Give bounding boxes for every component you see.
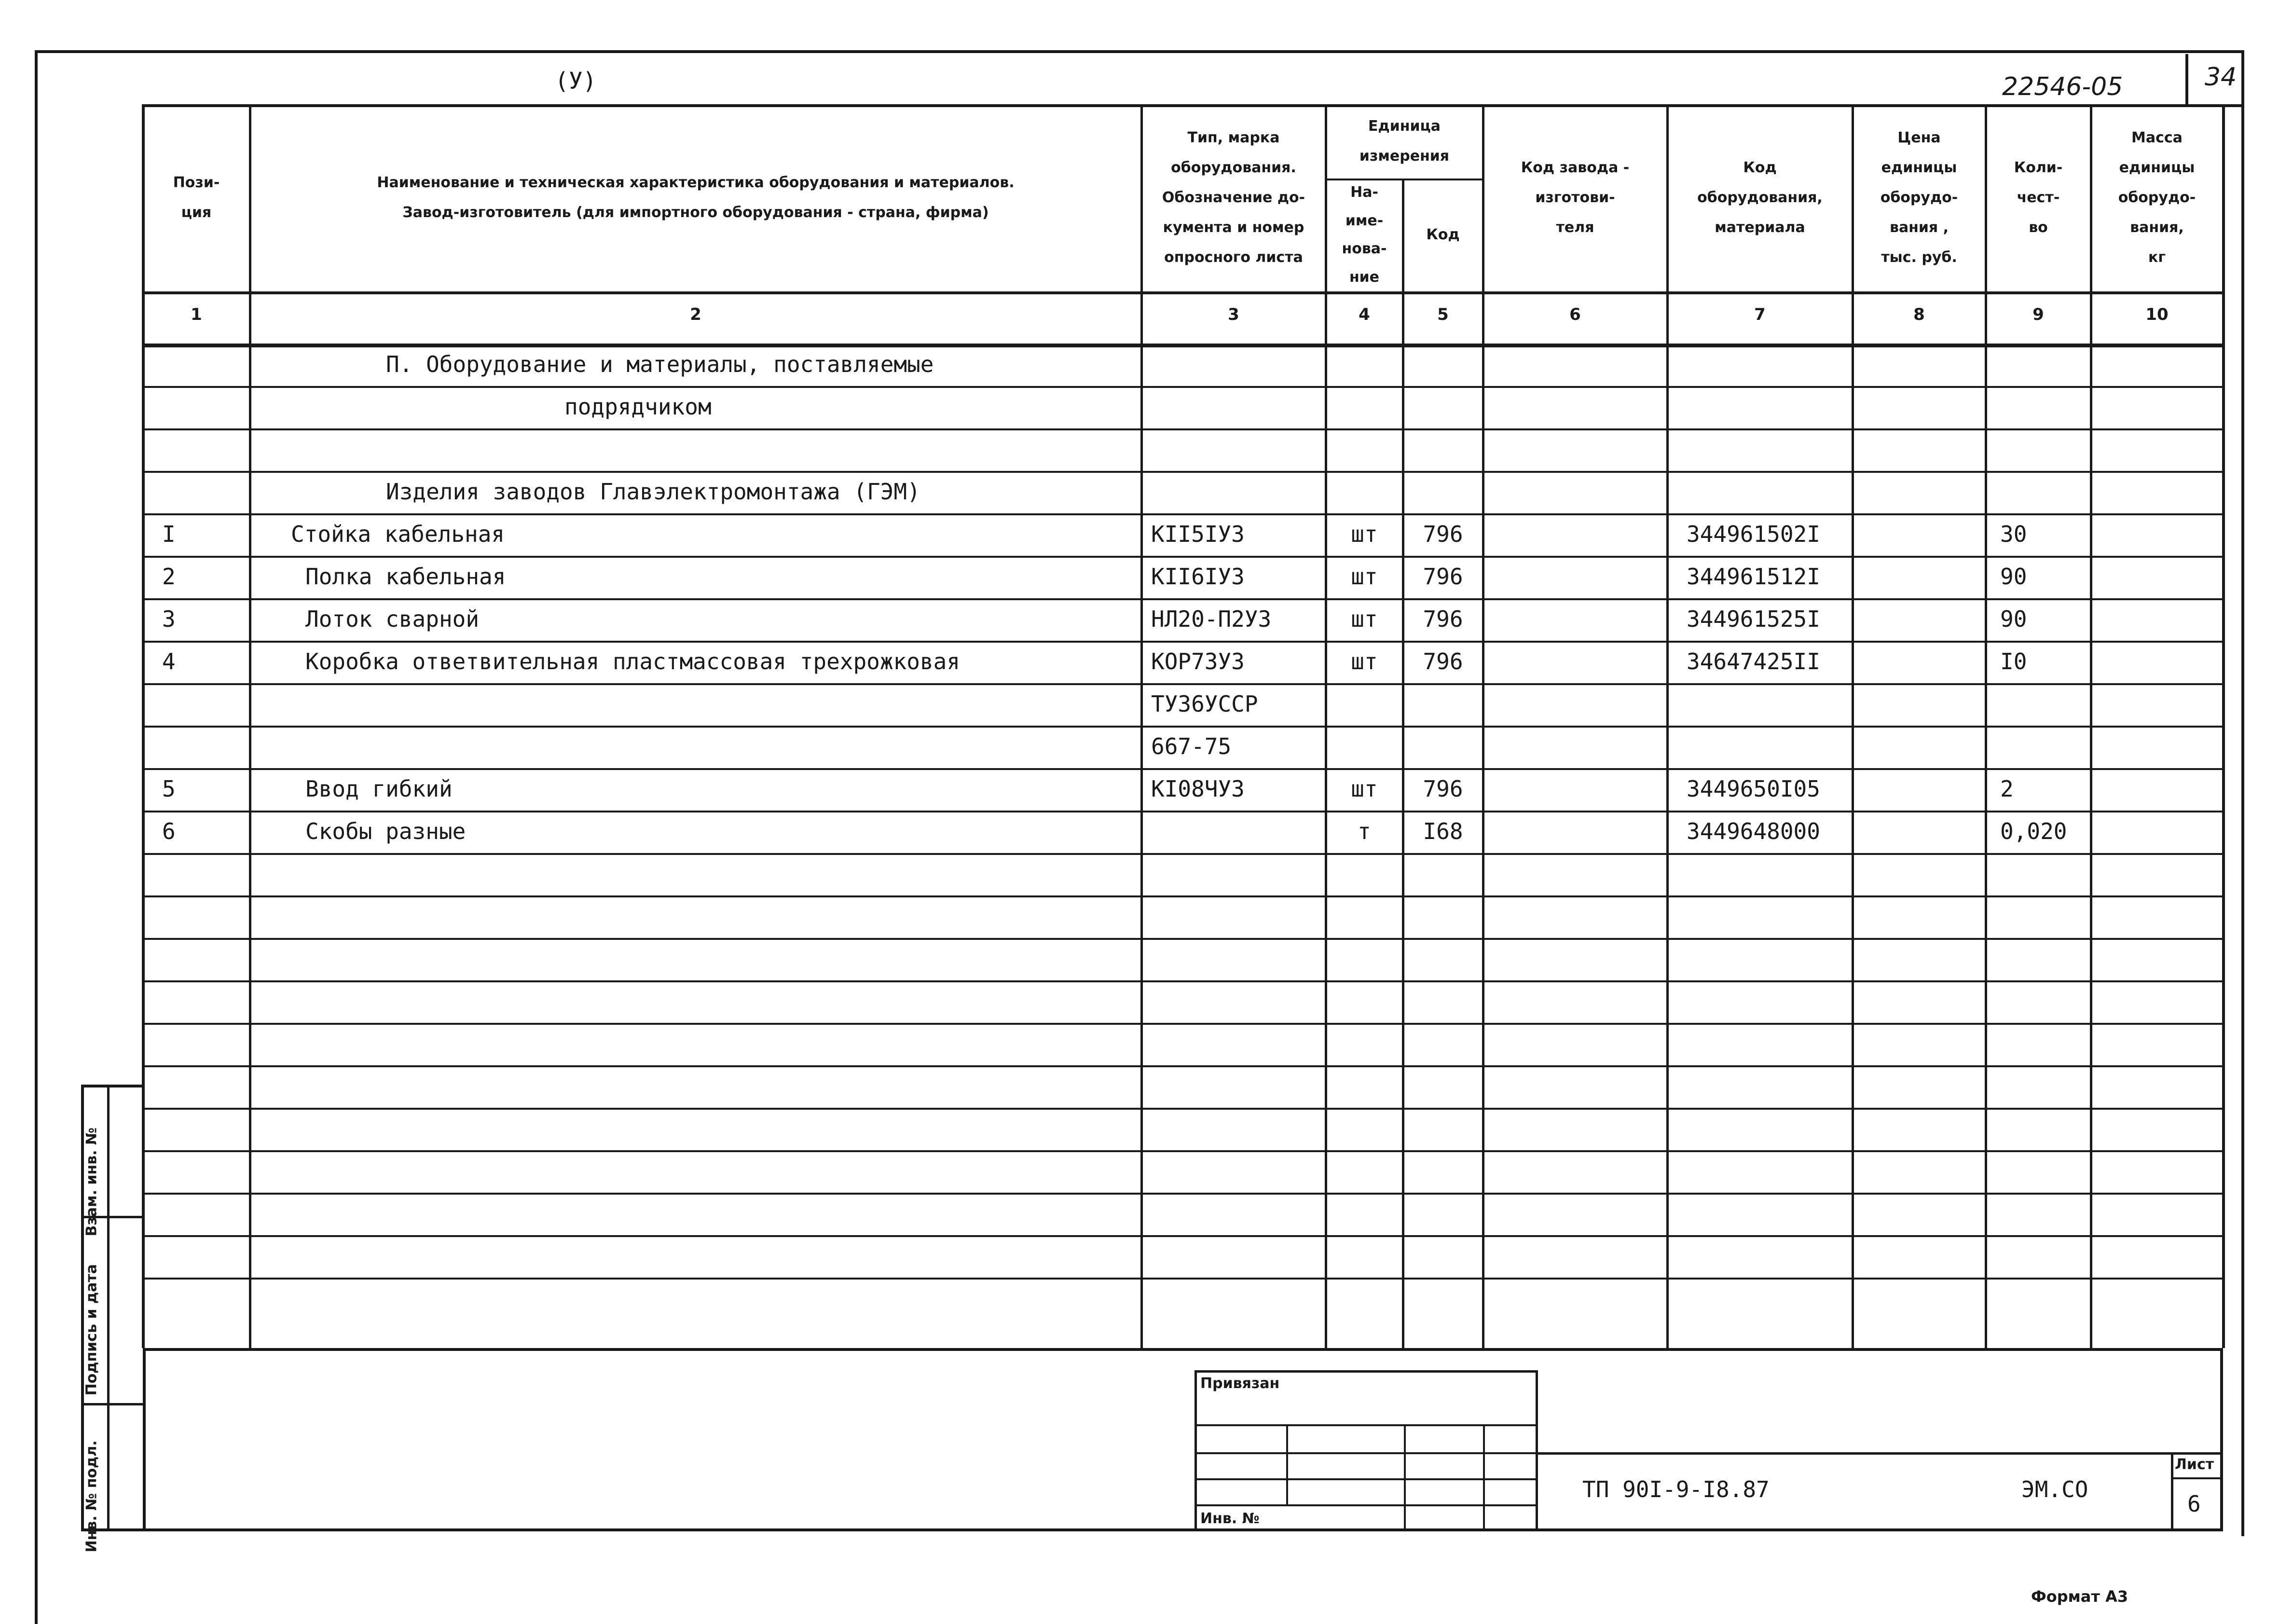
column-border-4: [1402, 179, 1404, 1348]
table-cell-name: подрядчиком: [564, 394, 712, 420]
sheet-number: 6: [2187, 1491, 2201, 1517]
column-number: 9: [2032, 305, 2044, 324]
row-border: [143, 598, 2223, 600]
header-type: Тип, марка оборудования. Обозначение до- кумента и номер опросного листа: [1162, 129, 1305, 266]
table-top-border: [143, 104, 2223, 107]
column-number: 5: [1437, 305, 1449, 324]
table-cell-unit: т: [1358, 818, 1371, 844]
side-strip-divider-v: [107, 1085, 110, 1531]
column-number: 3: [1228, 305, 1239, 324]
row-border: [143, 513, 2223, 515]
table-cell-name: Скобы разные: [305, 818, 466, 844]
row-border: [143, 938, 2223, 940]
table-cell-qty: 90: [2000, 564, 2027, 590]
table-cell-qty: I0: [2000, 648, 2027, 674]
row-border: [143, 1150, 2223, 1152]
header-name: Наименование и техническая характеристика оборудования и материалов. Завод-изготовитель (для импортного оборудования - страна, фирма): [377, 174, 1015, 221]
row-border: [143, 428, 2223, 430]
table-cell-type: НЛ20-П2У3: [1151, 606, 1272, 632]
privyazan-vline-2: [1404, 1424, 1406, 1531]
sheet-box-mid: [2171, 1477, 2223, 1479]
row-border: [143, 1023, 2223, 1025]
privyazan-line-2: [1194, 1452, 1538, 1454]
header-position: Пози- ция: [173, 174, 220, 221]
column-number: 6: [1569, 305, 1581, 324]
header-unit-name: На- име- нова- ние: [1342, 184, 1387, 286]
table-cell-code: 796: [1423, 776, 1463, 802]
table-cell-qty: 90: [2000, 606, 2027, 632]
table-cell-material: 344961502I: [1687, 521, 1820, 547]
table-cell-name: Стойка кабельная: [291, 521, 505, 547]
table-cell-unit: шт: [1351, 776, 1378, 802]
side-label-vzam-inv: Взам. инв. №: [83, 1127, 100, 1237]
sheet-box-left: [2171, 1452, 2173, 1531]
header-unit-code: Код: [1426, 226, 1460, 243]
row-border: [143, 683, 2223, 685]
header-mass: Масса единицы оборудо- вания, кг: [2118, 129, 2196, 266]
header-material-code: Код оборудования, материала: [1697, 159, 1823, 236]
row-border: [143, 641, 2223, 643]
column-number: 1: [191, 305, 202, 324]
table-cell-code: 796: [1423, 564, 1463, 590]
row-border: [143, 1235, 2223, 1237]
stamp-frame: [143, 1348, 2223, 1531]
privyazan-label: Привязан: [1200, 1375, 1280, 1392]
row-border: [143, 556, 2223, 558]
table-cell-name: Полка кабельная: [305, 564, 506, 590]
table-cell-code: 796: [1423, 648, 1463, 674]
table-cell-name: Коробка ответвительная пластмассовая трехрожковая: [305, 648, 961, 674]
privyazan-block: [1194, 1370, 1538, 1531]
table-cell-name: Изделия заводов Главэлектромонтажа (ГЭМ): [386, 479, 920, 505]
table-cell-code: I68: [1423, 818, 1463, 844]
privyazan-vline-1: [1286, 1424, 1288, 1506]
sheet-code: ЭМ.СО: [2021, 1476, 2088, 1502]
title-block-line: [1538, 1452, 2223, 1455]
table-cell-name: Ввод гибкий: [305, 776, 453, 802]
table-cell-material: 344961525I: [1687, 606, 1820, 632]
row-border: [143, 1108, 2223, 1110]
header-factory-code: Код завода - изготови- теля: [1521, 159, 1630, 236]
privyazan-line-1: [1194, 1424, 1538, 1426]
format-label: Формат А3: [2031, 1587, 2128, 1606]
column-number: 8: [1913, 305, 1925, 324]
row-border: [143, 768, 2223, 770]
column-number: 4: [1359, 305, 1370, 324]
table-cell-pos: 2: [162, 564, 176, 590]
table-cell-name: П. Оборудование и материалы, поставляемые: [386, 351, 934, 377]
table-cell-qty: 30: [2000, 521, 2027, 547]
column-number: 10: [2145, 305, 2169, 324]
table-cell-pos: 4: [162, 648, 176, 674]
table-cell-material: 34647425II: [1687, 648, 1820, 674]
row-border: [143, 471, 2223, 473]
table-cell-material: 3449650I05: [1687, 776, 1820, 802]
table-cell-code: 796: [1423, 606, 1463, 632]
header-unit-group: Единица измерения: [1359, 118, 1450, 165]
row-border: [143, 1278, 2223, 1280]
corner-page-number: 34: [2205, 63, 2237, 92]
table-cell-code: 796: [1423, 521, 1463, 547]
inv-no-label: Инв. №: [1200, 1510, 1260, 1527]
privyazan-line-3: [1194, 1478, 1538, 1480]
header-price: Цена единицы оборудо- вания , тыс. руб.: [1880, 129, 1958, 266]
row-border: [143, 726, 2223, 728]
table-cell-type: КОР73У3: [1151, 648, 1245, 674]
table-cell-unit: шт: [1351, 521, 1378, 547]
table-cell-material: 344961512I: [1687, 564, 1820, 590]
document-number: 22546-05: [2002, 72, 2123, 101]
table-cell-material: 3449648000: [1687, 818, 1820, 844]
row-border: [143, 980, 2223, 982]
table-cell-qty: 0,020: [2000, 818, 2067, 844]
row-border: [143, 386, 2223, 388]
table-cell-pos: 5: [162, 776, 176, 802]
row-border: [143, 811, 2223, 812]
table-cell-unit: шт: [1351, 648, 1378, 674]
row-border: [143, 853, 2223, 855]
top-mark: (У): [555, 68, 597, 95]
table-cell-type: КII6IУ3: [1151, 564, 1245, 590]
row-border: [143, 895, 2223, 897]
table-cell-type: КII5IУ3: [1151, 521, 1245, 547]
table-cell-unit: шт: [1351, 606, 1378, 632]
column-number: 7: [1754, 305, 1766, 324]
side-label-inv-podl: Инв. № подл.: [83, 1440, 100, 1553]
column-numbers-bottom-border: [143, 344, 2223, 347]
privyazan-line-4: [1194, 1504, 1538, 1506]
doc-code: ТП 90I-9-I8.87: [1582, 1476, 1770, 1502]
table-cell-type: КI08ЧУ3: [1151, 776, 1245, 802]
table-cell-pos: I: [162, 521, 176, 547]
side-label-podpis-data: Подпись и дата: [83, 1264, 100, 1396]
privyazan-vline-3: [1483, 1424, 1485, 1531]
table-cell-unit: шт: [1351, 564, 1378, 590]
header-quantity: Коли- чест- во: [2014, 159, 2063, 236]
table-cell-pos: 3: [162, 606, 176, 632]
header-bottom-border: [143, 291, 2223, 294]
row-border: [143, 1193, 2223, 1195]
sheet-label: Лист: [2175, 1456, 2214, 1473]
table-cell-name: Лоток сварной: [305, 606, 480, 632]
table-cell-qty: 2: [2000, 776, 2014, 802]
column-number: 2: [690, 305, 701, 324]
row-border: [143, 1065, 2223, 1067]
table-cell-type: 667-75: [1151, 733, 1232, 759]
table-cell-pos: 6: [162, 818, 176, 844]
table-cell-type: ТУ36УССР: [1151, 691, 1258, 717]
